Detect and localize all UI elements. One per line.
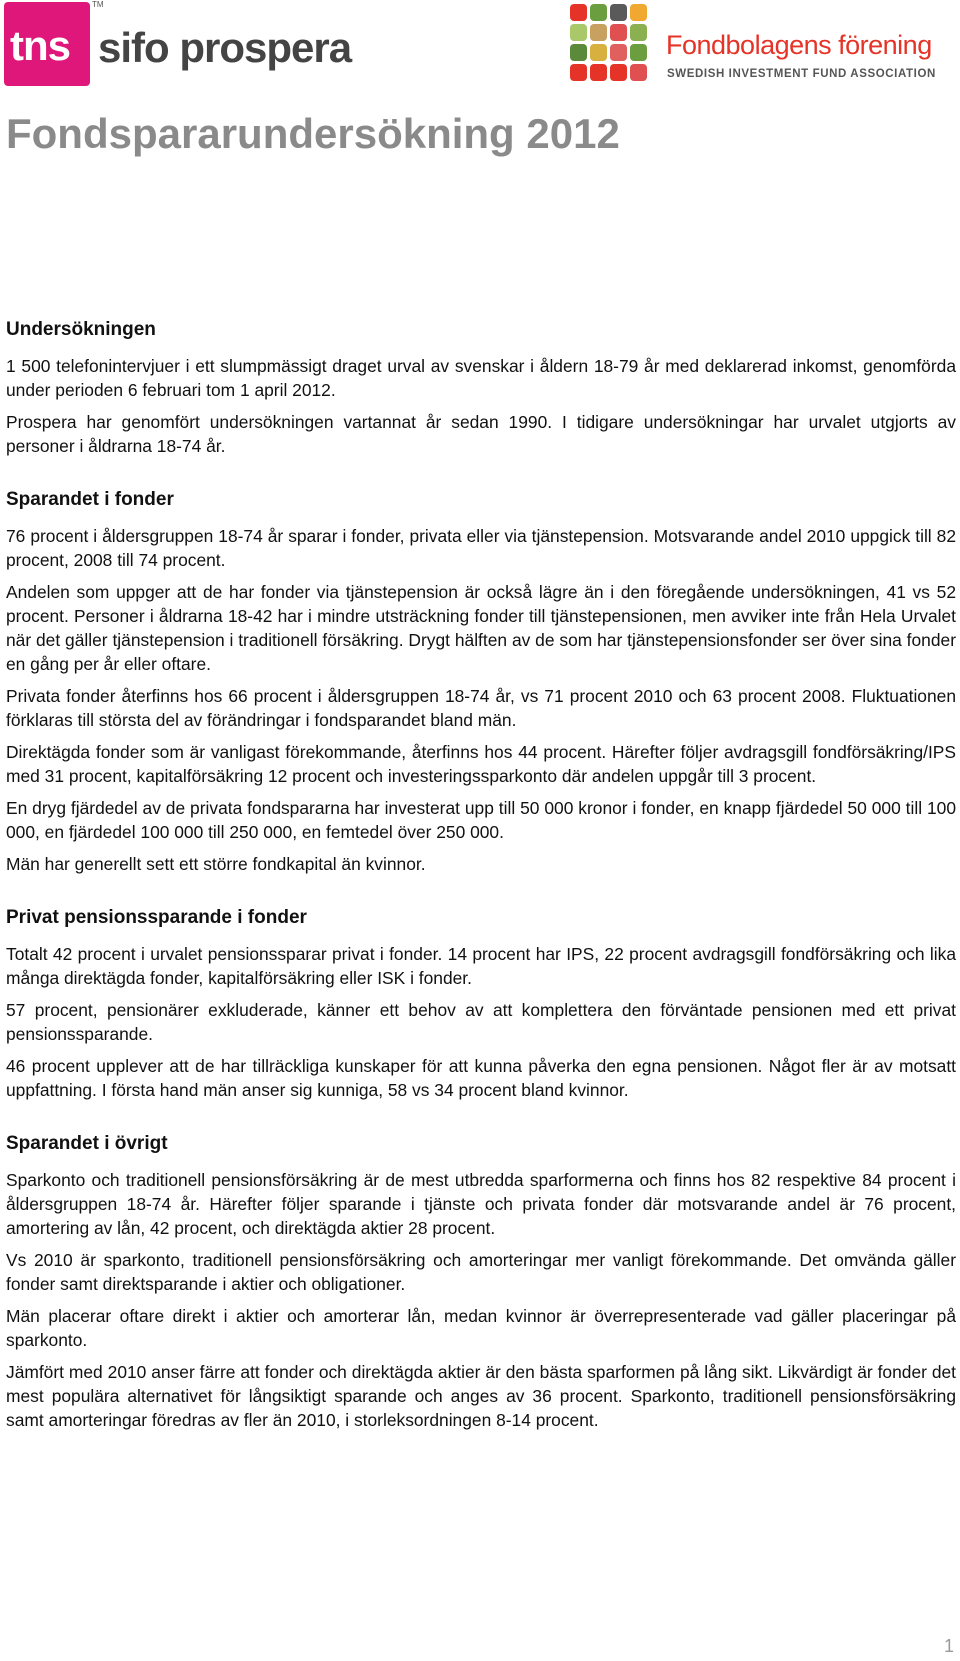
body-paragraph: Direktägda fonder som är vanligast förekommande, återfinns hos 44 procent. Härefter följer avdragsgill fondförsäkring/IPS med 31 procent, kapitalförsäkring 12 procent och investeringssparkonto där andelen uppgår till 3 procent. bbox=[6, 742, 956, 786]
logo-dot bbox=[590, 64, 607, 81]
section-heading: Sparandet i fonder bbox=[6, 489, 174, 510]
logo-dot bbox=[570, 4, 587, 21]
body-paragraph: Sparkonto och traditionell pensionsförsäkring är de mest utbredda sparformerna och finns hos 82 respektive 84 procent i åldersgruppen 18-74 år. Härefter följer sparande i tjänste och privata fonder där motsvarande andel är 76 procent, amortering av lån, 42 procent, och direktägda aktier 28 procent. bbox=[6, 1170, 956, 1238]
logo-dot bbox=[590, 24, 607, 41]
section bbox=[6, 906, 956, 1102]
body-paragraph: Totalt 42 procent i urvalet pensionssparar privat i fonder. 14 procent har IPS, 22 procent avdragsgill fondförsäkring och lika många direktägda fonder, kapitalförsäkring eller ISK i fonder. bbox=[6, 944, 956, 988]
body-paragraph: 1 500 telefonintervjuer i ett slumpmässigt draget urval av svenskar i åldern 18-79 år med deklarerad inkomst, genomförda under perioden 6 februari tom 1 april 2012. bbox=[6, 356, 956, 400]
logo-dot bbox=[570, 64, 587, 81]
body-paragraph: Män placerar oftare direkt i aktier och amorterar lån, medan kvinnor är överrepresenterade vad gäller placeringar på sparkonto. bbox=[6, 1306, 956, 1350]
body-paragraph: Andelen som uppger att de har fonder via tjänstepension är också lägre än i den föregående undersökningen, 41 vs 52 procent. Personer i åldrarna 18-42 har i mindre utsträckning fonder till tjänstepensionen, men avviker inte från Hela Urvalet när det gäller tjänstepension i traditionell försäkring. Drygt hälften av de som har tjänstepensionsfonder ser över sina fonder en gång per år eller oftare. bbox=[6, 582, 956, 674]
body-paragraph: En dryg fjärdedel av de privata fondspararna har investerat upp till 50 000 kronor i fonder, en knapp fjärdedel 50 000 till 100 000, en fjärdedel 100 000 till 250 000, en femtedel över 250 000. bbox=[6, 798, 956, 842]
body-paragraph: Prospera har genomfört undersökningen vartannat år sedan 1990. I tidigare undersökningar har urvalet utgjorts av personer i åldrarna 18-74 år. bbox=[6, 412, 956, 456]
document-body bbox=[6, 318, 956, 1462]
fondbolagens-forening-logo bbox=[570, 4, 960, 88]
page-number: 1 bbox=[943, 1636, 954, 1656]
logo-dot bbox=[630, 64, 647, 81]
body-paragraph: Jämfört med 2010 anser färre att fonder och direktägda aktier är den bästa sparformen på lång sikt. Likvärdigt är fonder det mest populära alternativet för långsiktigt sparande och anges av 36 procent. Sparkonto, traditionell pensionsförsäkring samt amorteringar föredras av fler än 2010, i storleksordningen 8-14 procent. bbox=[6, 1362, 956, 1430]
logo-dot bbox=[590, 44, 607, 61]
body-paragraph: 76 procent i åldersgruppen 18-74 år sparar i fonder, privata eller via tjänstepension. Motsvarande andel 2010 uppgick till 82 procent, 2008 till 74 procent. bbox=[6, 526, 956, 570]
logo-dot bbox=[610, 64, 627, 81]
logo-dot bbox=[570, 24, 587, 41]
body-paragraph: Privata fonder återfinns hos 66 procent i åldersgruppen 18-74 år, vs 71 procent 2010 och 63 procent 2008. Fluktuationen förklaras till största del av förändringar i fondsparandet bland män. bbox=[6, 686, 956, 730]
logo-dot bbox=[630, 4, 647, 21]
logo-dot bbox=[570, 44, 587, 61]
section bbox=[6, 488, 956, 876]
tns-mark-text: tns bbox=[10, 22, 70, 69]
logo-dot bbox=[590, 4, 607, 21]
trademark-symbol: TM bbox=[92, 0, 104, 9]
body-paragraph: Män har generellt sett ett större fondkapital än kvinnor. bbox=[6, 854, 426, 874]
tns-sifo-prospera-logo bbox=[4, 0, 364, 90]
logo-dot bbox=[630, 44, 647, 61]
body-paragraph: 46 procent upplever att de har tillräckliga kunskaper för att kunna påverka den egna pensionen. Något fler är av motsatt uppfattning. I första hand män anser sig kunniga, 58 vs 34 procent bland kvinnor. bbox=[6, 1056, 956, 1100]
document-title: Fondspararundersökning 2012 bbox=[6, 110, 620, 157]
fondbolagens-name: Fondbolagens förening bbox=[666, 30, 932, 60]
tns-logo-mark bbox=[4, 2, 90, 86]
section bbox=[6, 1132, 956, 1432]
section-heading: Privat pensionssparande i fonder bbox=[6, 907, 307, 928]
section-heading: Sparandet i övrigt bbox=[6, 1133, 168, 1154]
sifo-prospera-wordmark: sifo prospera bbox=[98, 24, 352, 71]
section bbox=[6, 318, 956, 458]
body-paragraph: Vs 2010 är sparkonto, traditionell pensionsförsäkring och amorteringar mer vanligt förekommande. Det omvända gäller fonder samt direktsparande i aktier och obligationer. bbox=[6, 1250, 956, 1294]
logo-dot bbox=[610, 44, 627, 61]
logo-dot bbox=[630, 24, 647, 41]
logo-dot-grid-icon bbox=[570, 4, 652, 86]
logo-dot bbox=[610, 24, 627, 41]
fondbolagens-subtitle: SWEDISH INVESTMENT FUND ASSOCIATION bbox=[667, 68, 936, 80]
section-heading: Undersökningen bbox=[6, 319, 156, 340]
body-paragraph: 57 procent, pensionärer exkluderade, känner ett behov av att komplettera den förväntade pensionen med ett privat pensionssparande. bbox=[6, 1000, 956, 1044]
logo-dot bbox=[610, 4, 627, 21]
